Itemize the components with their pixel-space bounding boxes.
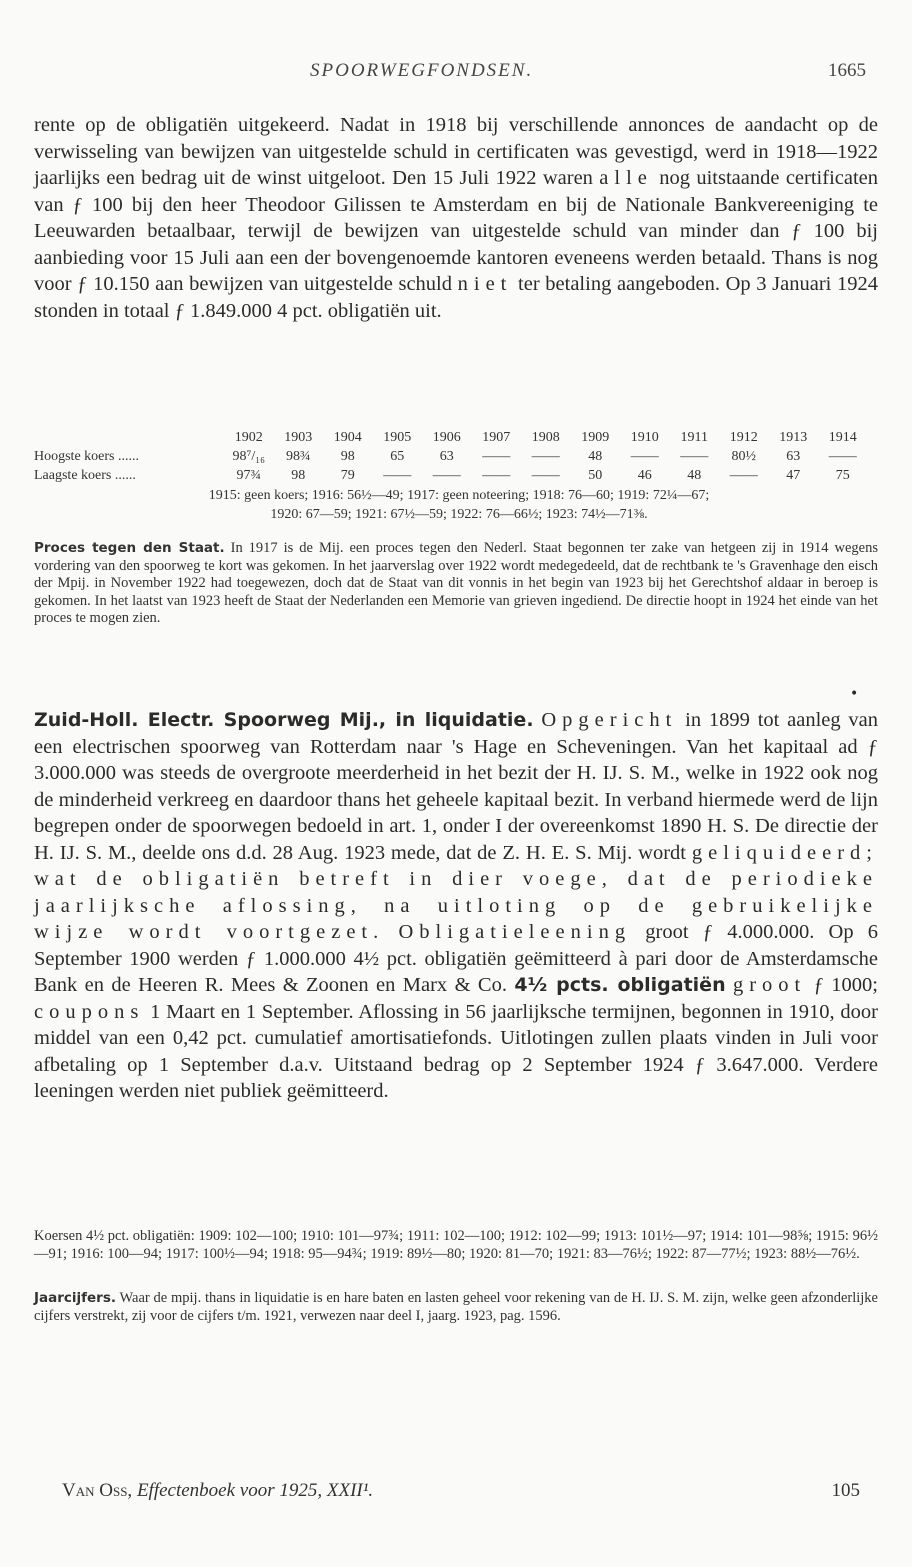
year-cell: 1905: [383, 429, 412, 445]
koers-cell: ——: [680, 448, 709, 464]
footer-source: [62, 1480, 373, 1502]
year-cell: 1908: [531, 429, 560, 445]
proces-paragraph: [34, 540, 878, 628]
intro-text-3: ter betaling aangeboden. Op 3 Januari 1924 stonden in totaal ƒ 1.849.000 4 pct. obligatiën uit.: [34, 273, 879, 322]
koers-note-1: 1915: geen koers; 1916: 56½—49; 1917: geen noteering; 1918: 76—60; 1919: 72¼—67;: [208, 488, 710, 503]
koers-cell: 98: [340, 448, 355, 464]
year-cell: 1903: [284, 429, 313, 445]
koers-cell: 63: [786, 448, 801, 464]
koers-cell: 80½: [731, 448, 756, 464]
jaarcijfers-paragraph: [34, 1290, 878, 1325]
zuid-text-3: ƒ 1000;: [813, 974, 878, 996]
jaarcijfers-heading: Jaarcijfers.: [34, 1290, 117, 1306]
intro-paragraph: [34, 112, 878, 324]
koers-header-row: [34, 428, 868, 447]
running-title: SPOORWEGFONDSEN.: [310, 60, 534, 81]
year-cell: 1909: [581, 429, 610, 445]
koers-cell: 47: [786, 467, 801, 483]
intro-alle: alle: [599, 167, 653, 189]
koers-cell: ——: [630, 448, 659, 464]
koers-cell: 48: [588, 448, 603, 464]
row-label: Laagste koers ......: [34, 467, 136, 483]
zuid-obligatieleening: Obligatieleening: [398, 921, 632, 943]
intro-text-2: nog uitstaande certificaten van ƒ 100 bij den heer Theodoor Gilissen te Amsterdam en bij de Nationale Bankvereeniging te Leeuwarden betaalbaar, terwijl de bewijzen van uitgestelde schuld van minder dan ƒ 100 bij aanbieding voor 15 Juli aan een der bovengenoemde kantoren eveneens werden betaald. Thans is nog voor ƒ 10.150 aan bewijzen van uitgestelde schuld: [34, 167, 879, 295]
koers-cell: ——: [383, 467, 412, 483]
year-cell: 1914: [828, 429, 857, 445]
jaarcijfers-text: Waar de mpij. thans in liquidatie is en hare baten en lasten geheel voor rekening van de H. IJ. S. M. zijn, welke geen afzonderlijke cijfers verstrekt, zij voor de cijfers t/m. 1921, verwezen naar deel I, jaarg. 1923, pag. 1596.: [34, 1290, 878, 1324]
zuid-coupons: coupons: [34, 1000, 145, 1023]
running-header: [0, 60, 912, 90]
year-cell: 1911: [680, 429, 708, 445]
zuid-text-1: in 1899 tot aanleg van een electrischen spoorweg van Rotterdam naar 's Hage en Scheveningen. Van het kapitaal ad ƒ 3.000.000 was steeds de overgroote meerderheid in het bezit der H. IJ. S. M., welke in 1922 ook nog de minderheid verkreeg en daardoor thans het geheele kapitaal bezit. In verband hiermede werd de lijn begrepen onder de spoorwegen bedoeld in art. 1, onder I der overeenkomst 1890 H. S. De directie der H. IJ. S. M., deelde ons d.d. 28 Aug. 1923 mede, dat de Z. H. E. S. Mij. wordt: [34, 709, 879, 864]
koers-cell: 46: [637, 467, 652, 483]
koers-note-2: 1920: 67—59; 1921: 67½—59; 1922: 76—66½; 1923: 74½—71⅜.: [270, 507, 648, 522]
zuid-groot: groot: [732, 974, 807, 996]
koers-cell: ——: [432, 467, 461, 483]
koers-notes: [34, 486, 884, 524]
zuid-paragraph: [34, 707, 878, 1105]
koers-cell: 98⁷/₁₆: [232, 448, 266, 464]
koers-cell: 98: [291, 467, 306, 483]
zuid-opgericht: Opgericht: [541, 709, 678, 731]
year-cell: 1904: [333, 429, 362, 445]
koers-cell: 75: [835, 467, 850, 483]
zuid-heading: Zuid-Holl. Electr. Spoorweg Mij., in liquidatie.: [34, 709, 534, 731]
koers-cell: 63: [439, 448, 454, 464]
footer-author: Van Oss,: [62, 1480, 133, 1501]
proces-text: In 1917 is de Mij. een proces tegen den Nederl. Staat begonnen ter zake van hetgeen zij in 1914 wegens vordering van den spoorweg te kort was gekomen. In het jaarverslag over 1922 wordt medegedeeld, dat de rechtbank te 's Gravenhage den eisch der Mpij. in November 1922 had toegewezen, doch dat de Staat van dit vonnis in het begin van 1923 bij het Gerechtshof aldaar in beroep is gekomen. In het laatst van 1923 heeft de Staat der Nederlanden een Memorie van grieven ingediend. De directie hoopt in 1924 het einde van het proces te mogen zien.: [34, 540, 878, 626]
footer-page: 105: [831, 1480, 860, 1501]
year-cell: 1912: [729, 429, 758, 445]
footer-book: Effectenboek voor 1925, XXII¹.: [136, 1480, 374, 1501]
koers-cell: ——: [729, 467, 758, 483]
koers-cell: 97¾: [236, 467, 261, 483]
koers-cell: 98¾: [286, 448, 311, 464]
koers-cell: ——: [531, 448, 560, 464]
koersen-obligatien: Koersen 4½ pct. obligatiën: 1909: 102—100; 1910: 101—97¾; 1911: 102—100; 1912: 102—99; 1913: 101½—97; 1914: 101—98⅝; 1915: 96½—91; 1916: 100—94; 1917: 100½—94; 1918: 95—94¾; 1919: 89½—80; 1920: 81—70; 1921: 83—76½; 1922: 87—77½; 1923: 88½—76½.: [34, 1228, 878, 1262]
zuid-text-2: groot ƒ 4.000.000. Op 6 September 1900 werden ƒ 1.000.000 4½ pct. obligatiën geëmitteerd à pari door de Amsterdamsche Bank en de Heeren R. Mees & Zoonen en Marx & Co.: [34, 921, 879, 996]
koers-cell: ——: [531, 467, 560, 483]
koers-cell: ——: [828, 448, 857, 464]
zuid-geliquideerd: geliquideerd; wat de obligatiën betreft in dier voege, dat de periodieke jaarlijksche aflossing, na uitloting op de gebruikelijke wijze wordt voortgezet.: [34, 841, 878, 943]
row-label: Hoogste koers ......: [34, 448, 139, 464]
year-cell: 1907: [482, 429, 511, 445]
year-cell: 1906: [432, 429, 461, 445]
koers-grid: [34, 428, 868, 485]
koers-cell: 50: [588, 467, 603, 483]
intro-niet: niet: [457, 273, 513, 295]
koers-corner: [34, 428, 224, 447]
year-cell: 1902: [234, 429, 263, 445]
page-number: 1665: [828, 60, 866, 81]
proces-heading: Proces tegen den Staat.: [34, 540, 225, 556]
separator-dot: •: [850, 686, 859, 702]
koers-cell: ——: [482, 448, 511, 464]
laagste-row: [34, 466, 868, 485]
koers-table: [34, 428, 884, 485]
hoogste-row: [34, 447, 868, 466]
koers-cell: 79: [340, 467, 355, 483]
koers-cell: 48: [687, 467, 702, 483]
footer: [0, 1480, 912, 1508]
year-cell: 1910: [630, 429, 659, 445]
koers-cell: 65: [390, 448, 405, 464]
intro-text-1: rente op de obligatiën uitgekeerd. Nadat in 1918 bij verschillende annonces de aandacht op de verwisseling van bewijzen van uitgestelde schuld in certificaten was gevestigd, werd in 1918—1922 jaarlijks een bedrag uit de winst uitgeloot. Den 15 Juli 1922 waren: [34, 114, 878, 189]
koers-cell: ——: [482, 467, 511, 483]
year-cell: 1913: [779, 429, 808, 445]
zuid-bold-obl: 4½ pcts. obligatiën: [514, 974, 726, 996]
zuid-text-4: 1 Maart en 1 September. Aflossing in 56 jaarlijksche termijnen, begonnen in 1910, door middel van een 0,42 pct. cumulatief amortisatiefonds. Uitlotingen zullen plaats vinden in Juli voor afbetaling op 1 September d.a.v. Uitstaand bedrag op 2 September 1924 ƒ 3.647.000. Verdere leeningen werden niet publiek geëmitteerd.: [34, 1000, 878, 1102]
